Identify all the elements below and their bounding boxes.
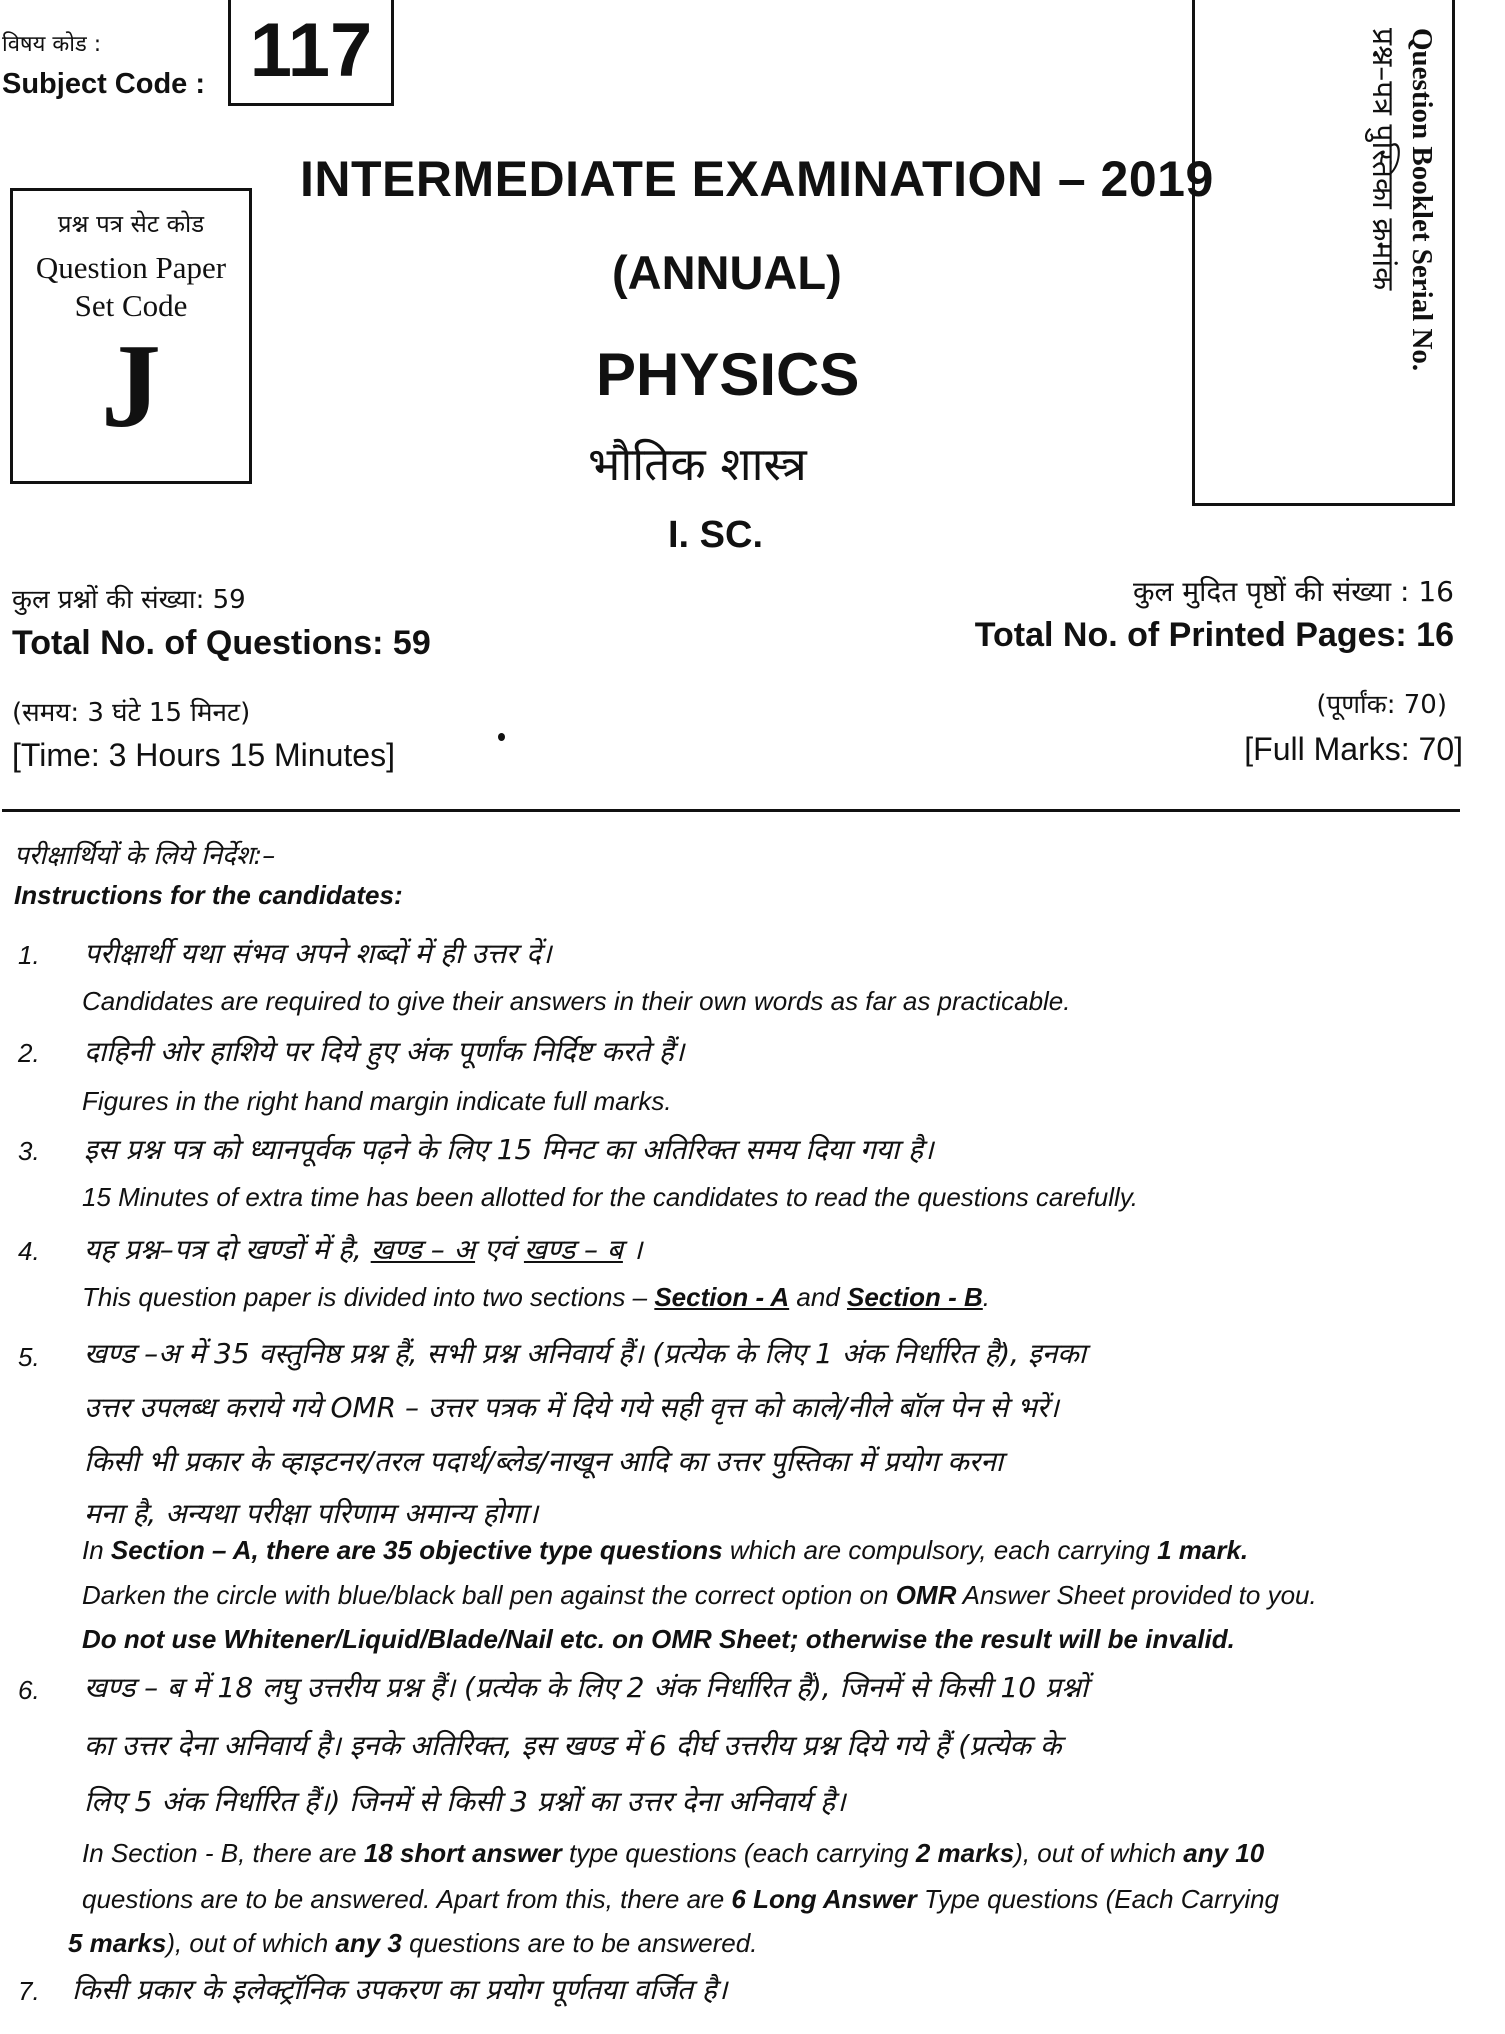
instruction-2-hi: दाहिनी ओर हाशिये पर दिये हुए अंक पूर्णांक निर्दिष्ट करते हैं। <box>84 1035 685 1068</box>
instruction-6-en-1 <box>82 1838 1264 1869</box>
instruction-7-hi: किसी प्रकार के इलेक्ट्रॉनिक उपकरण का प्रयोग पूर्णतया वर्जित है। <box>72 1973 728 2006</box>
instruction-number: 3. <box>18 1136 40 1166</box>
stream-label: I. SC. <box>668 514 764 556</box>
booklet-serial-label <box>1364 28 1438 371</box>
header-divider <box>2 809 1460 812</box>
instruction-number: 4. <box>18 1236 40 1266</box>
text-run: and <box>789 1282 847 1312</box>
text-run-bold: 1 mark. <box>1157 1535 1249 1565</box>
instruction-number: 5. <box>18 1342 40 1372</box>
instruction-5-hi-3: किसी भी प्रकार के व्हाइटनर/तरल पदार्थ/ब्लेड/नाखून आदि का उत्तर पुस्तिका में प्रयोग करना <box>84 1445 1003 1478</box>
printed-pages-hi: कुल मुदित पृष्ठों की संख्या : 16 <box>1133 575 1454 608</box>
text-run-bold: 2 marks <box>915 1838 1015 1868</box>
subject-code-value: 117 <box>249 7 373 93</box>
text-run: यह प्रश्न–पत्र दो खण्डों में है, <box>84 1233 371 1266</box>
instruction-6-hi-2: का उत्तर देना अनिवार्य है। इनके अतिरिक्त, इस खण्ड में 6 दीर्घ उत्तरीय प्रश्न दिये गये हैं (प्रत्येक के <box>84 1729 1062 1762</box>
instruction-2-en: Figures in the right hand margin indicate full marks. <box>82 1086 672 1116</box>
subject-code-label-en: Subject Code : <box>2 68 206 100</box>
ink-dot <box>498 733 505 741</box>
text-run-bold: Section – A, there are 35 objective type questions <box>110 1535 723 1565</box>
booklet-serial-label-hi: प्रश्न–पत्र पुस्तिका क्रमांक <box>1365 28 1400 291</box>
instruction-number: 1. <box>18 940 40 970</box>
instruction-5-en-2 <box>82 1580 1317 1611</box>
text-run-bold: any 10 <box>1183 1838 1265 1868</box>
text-run: ), out of which <box>1014 1838 1184 1868</box>
instruction-number: 2. <box>18 1038 40 1068</box>
instruction-6-en-3 <box>68 1928 757 1959</box>
text-run: Answer Sheet provided to you. <box>956 1580 1317 1610</box>
text-run: which are compulsory, each carrying <box>722 1535 1158 1565</box>
instruction-number: 7. <box>18 1976 40 2006</box>
exam-title: INTERMEDIATE EXAMINATION – 2019 <box>300 151 1214 207</box>
booklet-serial-label-en: Question Booklet Serial No. <box>1406 28 1438 372</box>
instruction-5-hi-1: खण्ड –अ में 35 वस्तुनिष्ठ प्रश्न हैं, सभी प्रश्न अनिवार्य हैं। (प्रत्येक के लिए 1 अंक निर्धारित है), इनका <box>84 1337 1086 1370</box>
instruction-5-en-1 <box>82 1535 1248 1566</box>
total-questions-hi: कुल प्रश्नों की संख्या: 59 <box>12 585 246 615</box>
instruction-1-hi: परीक्षार्थी यथा संभव अपने शब्दों में ही उत्तर दें। <box>84 937 552 970</box>
instruction-5-hi-2: उत्तर उपलब्ध कराये गये OMR – उत्तर पत्रक में दिये गये सही वृत्त को काले/नीले बॉल पेन से भरें। <box>84 1391 1059 1424</box>
text-run: Darken the circle with blue/black ball pen against the correct option on <box>82 1580 896 1610</box>
set-code-value: J <box>101 319 161 452</box>
text-run: In Section - B, there are <box>82 1838 364 1868</box>
subject-code-label-hi: विषय कोड : <box>2 32 102 57</box>
instructions-heading-en: Instructions for the candidates: <box>14 880 403 910</box>
exam-session: (ANNUAL) <box>612 246 842 299</box>
subject-title-en: PHYSICS <box>596 341 860 408</box>
instruction-4-hi <box>84 1230 642 1268</box>
text-run-bold: 6 Long Answer <box>731 1884 917 1914</box>
full-marks-en: [Full Marks: 70] <box>1244 731 1463 767</box>
time-en: [Time: 3 Hours 15 Minutes] <box>12 737 395 773</box>
text-run: . <box>982 1282 991 1312</box>
set-code-box <box>10 188 252 484</box>
text-run-bold: any 3 <box>335 1928 402 1958</box>
text-run-bold: OMR <box>895 1580 957 1610</box>
subject-code-box <box>228 0 394 106</box>
text-run: Type questions (Each Carrying <box>916 1884 1280 1914</box>
instruction-3-en: 15 Minutes of extra time has been allotted for the candidates to read the questions carefully. <box>82 1182 1139 1212</box>
text-run-bold: 5 marks <box>68 1928 167 1958</box>
instruction-5-hi-4: मना है, अन्यथा परीक्षा परिणाम अमान्य होगा। <box>84 1497 539 1530</box>
instruction-6-hi-1: खण्ड – ब में 18 लघु उत्तरीय प्रश्न हैं। (प्रत्येक के लिए 2 अंक निर्धारित हैं), जिनमें से किसी 10 प्रश्नों <box>84 1671 1088 1704</box>
instructions-heading-hi: परीक्षार्थियों के लिये निर्देश:– <box>14 841 276 871</box>
set-code-label-hi: प्रश्न पत्र सेट कोड <box>57 210 205 238</box>
instruction-4-en <box>82 1282 990 1313</box>
instruction-5-en-3: Do not use Whitener/Liquid/Blade/Nail etc. on OMR Sheet; otherwise the result will be invalid. <box>82 1624 1235 1654</box>
instruction-6-hi-3: लिए 5 अंक निर्धारित हैं।) जिनमें से किसी 3 प्रश्नों का उत्तर देना अनिवार्य है। <box>84 1785 846 1818</box>
section-a-ref: Section - A <box>654 1282 790 1312</box>
text-run: This question paper is divided into two sections – <box>82 1282 655 1312</box>
printed-pages-en: Total No. of Printed Pages: 16 <box>974 616 1454 654</box>
total-questions-en: Total No. of Questions: 59 <box>12 624 431 662</box>
section-a-ref: खण्ड – अ <box>370 1233 476 1266</box>
text-run: एवं <box>475 1233 524 1266</box>
text-run: questions are to be answered. <box>401 1928 758 1958</box>
text-run: type questions (each carrying <box>561 1838 916 1868</box>
instruction-3-hi: इस प्रश्न पत्र को ध्यानपूर्वक पढ़ने के लिए 15 मिनट का अतिरिक्त समय दिया गया है। <box>84 1133 934 1166</box>
text-run: questions are to be answered. Apart from this, there are <box>82 1884 732 1914</box>
text-run: ), out of which <box>166 1928 336 1958</box>
set-code-label-en-2: Set Code <box>74 288 188 323</box>
text-run: In <box>82 1535 111 1565</box>
instruction-1-en: Candidates are required to give their answers in their own words as far as practicable. <box>82 986 1071 1016</box>
full-marks-hi: (पूर्णांक: 70) <box>1316 690 1447 720</box>
text-run-bold: 18 short answer <box>363 1838 562 1868</box>
section-b-ref: खण्ड – ब <box>523 1233 623 1266</box>
instruction-6-en-2 <box>82 1884 1279 1915</box>
time-hi: (समय: 3 घंटे 15 मिनट) <box>12 698 251 728</box>
set-code-label-en-1: Question Paper <box>35 250 227 285</box>
section-b-ref: Section - B <box>846 1282 983 1312</box>
subject-title-hi: भौतिक शास्त्र <box>588 437 807 491</box>
text-run: । <box>622 1233 643 1266</box>
instruction-number: 6. <box>18 1675 40 1705</box>
